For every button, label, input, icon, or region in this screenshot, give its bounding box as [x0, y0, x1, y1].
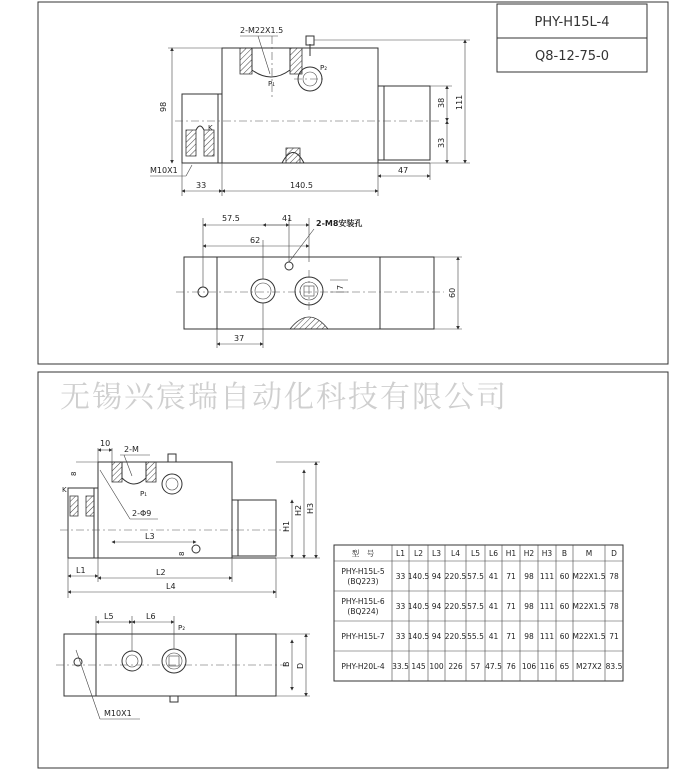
- table-model-cell: PHY-H15L-5: [341, 567, 385, 576]
- top-plan-view: [176, 214, 462, 348]
- table-cell: 94: [431, 632, 442, 641]
- table-cell: 47.5: [485, 662, 502, 671]
- table-header-cell: H2: [523, 549, 535, 558]
- table-cell: 100: [429, 662, 444, 671]
- generic-plan-view: [56, 612, 310, 719]
- table-cell: 94: [431, 602, 442, 611]
- gen-d8a: 8: [70, 471, 78, 476]
- table-header-cell: L5: [471, 549, 480, 558]
- title-block: [497, 4, 647, 72]
- front-p2-label: P₂: [320, 64, 328, 72]
- table-cell: 111: [539, 602, 555, 611]
- table-cell: M22X1.5: [572, 632, 606, 641]
- table-cell: 71: [506, 572, 516, 581]
- table-cell: 220.5: [444, 602, 467, 611]
- gen-d8b: 8: [178, 551, 186, 556]
- table-cell: 33: [395, 632, 406, 641]
- table-cell: 140.5: [407, 602, 430, 611]
- table-cell: 94: [431, 572, 442, 581]
- front-k-label: K: [208, 124, 213, 132]
- gen-d10: 10: [100, 439, 111, 448]
- table-model-cell: PHY-H15L-7: [341, 632, 385, 641]
- table-cell: 116: [539, 662, 555, 671]
- table-cell: 33: [395, 572, 406, 581]
- table-header-cell: L3: [432, 549, 441, 558]
- dim-60: 60: [448, 287, 457, 298]
- table-cell: 33.5: [392, 662, 409, 671]
- generic-front-view: [60, 439, 320, 598]
- table-cell: 83.5: [605, 662, 623, 671]
- table-header-cell: L1: [396, 549, 405, 558]
- table-cell: 57: [470, 662, 481, 671]
- dim-41: 41: [282, 214, 293, 223]
- table-cell: 220.5: [444, 632, 467, 641]
- table-cell: M22X1.5: [572, 602, 606, 611]
- table-cell: 76: [506, 662, 516, 671]
- gen-l4: L4: [166, 582, 176, 591]
- table-cell: 41: [488, 572, 499, 581]
- gen-d: D: [296, 662, 305, 669]
- table-cell: 78: [609, 602, 619, 611]
- front-p1-label: P₁: [268, 80, 276, 88]
- table-cell: 33: [395, 602, 406, 611]
- table-header-cell: L6: [489, 549, 498, 558]
- table-cell: 140.5: [407, 572, 430, 581]
- table-cell: M27X2: [576, 662, 602, 671]
- table-cell: 111: [539, 632, 555, 641]
- table-header-cell: L2: [414, 549, 423, 558]
- gen-l2: L2: [156, 568, 166, 577]
- gen-l5: L5: [104, 612, 114, 621]
- table-cell: 41: [488, 632, 499, 641]
- front-m10-label: M10X1: [150, 166, 178, 175]
- table-cell: 60: [559, 572, 570, 581]
- gen-p2: P₂: [178, 624, 186, 632]
- table-cell: 71: [609, 632, 619, 641]
- dim-7: 7: [336, 284, 345, 290]
- table-header-cell: L4: [451, 549, 460, 558]
- table-cell: 57.5: [467, 602, 484, 611]
- gen-h2: H2: [294, 504, 303, 516]
- title-code: Q8-12-75-0: [535, 49, 609, 64]
- dim-111: 111: [455, 94, 464, 110]
- dim-37: 37: [234, 334, 245, 343]
- gen-l6: L6: [146, 612, 156, 621]
- top-front-view: [150, 26, 470, 196]
- table-cell: 98: [524, 602, 534, 611]
- table-cell: 71: [506, 602, 516, 611]
- table-cell: 111: [539, 572, 555, 581]
- gen-l3: L3: [145, 532, 155, 541]
- title-model: PHY-H15L-4: [534, 15, 610, 30]
- table-model-cell: PHY-H20L-4: [341, 662, 385, 671]
- table-cell: 57.5: [467, 572, 484, 581]
- table-cell: M22X1.5: [572, 572, 606, 581]
- gen-2m: 2-M: [124, 445, 139, 454]
- dim-62: 62: [250, 236, 261, 245]
- gen-h1: H1: [282, 520, 291, 532]
- spec-table: [334, 545, 623, 681]
- gen-m10: M10X1: [104, 709, 132, 718]
- table-cell: 226: [448, 662, 463, 671]
- table-cell: 65: [559, 662, 570, 671]
- table-cell: 60: [559, 602, 570, 611]
- table-cell: 41: [488, 602, 499, 611]
- table-header-cell: 型 号: [351, 549, 375, 558]
- gen-h3: H3: [306, 502, 315, 514]
- gen-b: B: [282, 661, 291, 667]
- dim-98: 98: [159, 101, 168, 112]
- table-cell: 71: [506, 632, 516, 641]
- dim-57-5: 57.5: [222, 214, 240, 223]
- table-header-cell: H1: [505, 549, 517, 558]
- mount-holes-label: 2-M8安装孔: [316, 219, 363, 228]
- gen-l1: L1: [76, 566, 86, 575]
- table-cell: 98: [524, 632, 534, 641]
- table-model-cell: PHY-H15L-6: [341, 597, 385, 606]
- table-cell: 55.5: [467, 632, 484, 641]
- table-cell: 106: [521, 662, 537, 671]
- table-cell: 145: [411, 662, 426, 671]
- table-alias-cell: (BQ223): [347, 577, 379, 586]
- gen-hole9: 2-Φ9: [132, 509, 152, 518]
- table-cell: 60: [559, 632, 570, 641]
- dim-33-vert: 33: [437, 137, 446, 148]
- dim-140-5: 140.5: [290, 181, 313, 190]
- table-cell: 140.5: [407, 632, 430, 641]
- company-watermark: 无锡兴宸瑞自动化科技有限公司: [60, 380, 508, 415]
- gen-p1: P₁: [140, 490, 148, 498]
- dim-38: 38: [437, 97, 446, 108]
- table-header-cell: D: [611, 549, 617, 558]
- table-cell: 78: [609, 572, 619, 581]
- table-header-cell: B: [561, 549, 568, 558]
- dim-33-horiz: 33: [196, 181, 207, 190]
- table-cell: 98: [524, 572, 534, 581]
- table-cell: 220.5: [444, 572, 467, 581]
- table-header-cell: M: [585, 549, 593, 558]
- table-alias-cell: (BQ224): [347, 607, 379, 616]
- gen-k: K: [62, 486, 67, 494]
- table-header-cell: H3: [541, 549, 553, 558]
- front-port-thread-label: 2-M22X1.5: [240, 26, 284, 35]
- dim-47: 47: [398, 166, 409, 175]
